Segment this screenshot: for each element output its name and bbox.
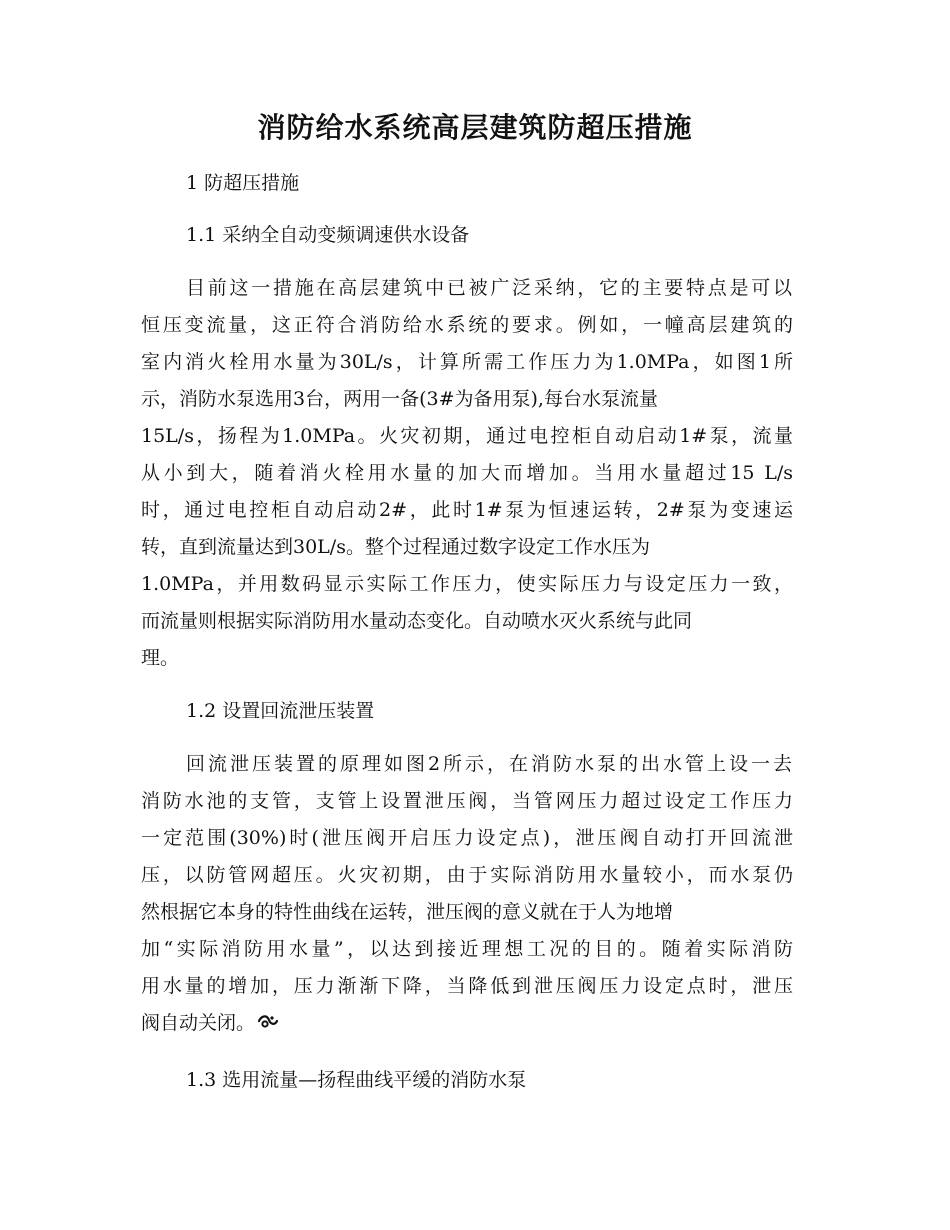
decorative-glyph-icon <box>257 1010 279 1040</box>
section-1-2-heading: 1.2 设置回流泄压装置 <box>186 700 375 722</box>
paragraph-line: 恒压变流量，这正符合消防给水系统的要求。例如，一幢高层建筑的 <box>141 314 793 336</box>
paragraph-line: 从小到大，随着消火栓用水量的加大而增加。当用水量超过15 L/s <box>141 462 793 484</box>
paragraph-line: 目前这一措施在高层建筑中已被广泛采纳，它的主要特点是可以 <box>186 277 792 299</box>
paragraph-line: 消防水池的支管，支管上设置泄压阀，当管网压力超过设定工作压力 <box>141 790 793 812</box>
paragraph-line: 一定范围(30%)时(泄压阀开启压力设定点)，泄压阀自动打开回流泄 <box>141 827 793 849</box>
document-title: 消防给水系统高层建筑防超压措施 <box>257 111 693 144</box>
paragraph-line-with-mark <box>141 1008 793 1040</box>
paragraph-line: 15L/s，扬程为1.0MPa。火灾初期，通过电控柜自动启动1#泵，流量 <box>141 425 793 447</box>
section-1-heading: 1 防超压措施 <box>186 172 300 194</box>
paragraph-line: 用水量的增加，压力渐渐下降，当降低到泄压阀压力设定点时，泄压 <box>141 975 793 997</box>
paragraph-line: 示，消防水泵选用3台，两用一备(3#为备用泵),每台水泵流量 <box>141 388 658 410</box>
section-1-3-heading: 1.3 选用流量—扬程曲线平缓的消防水泵 <box>186 1069 527 1091</box>
paragraph-line: 理。 <box>141 647 180 669</box>
section-1-1-heading: 1.1 采纳全自动变频调速供水设备 <box>186 224 470 246</box>
paragraph-line: 1.0MPa，并用数码显示实际工作压力，使实际压力与设定压力一致， <box>141 573 793 595</box>
paragraph-line: 然根据它本身的特性曲线在运转，泄压阀的意义就在于人为地增 <box>141 901 674 923</box>
paragraph-line-text: 阀自动关闭。 <box>141 1012 256 1034</box>
paragraph-line: 回流泄压装置的原理如图2所示，在消防水泵的出水管上设一去 <box>186 753 792 775</box>
paragraph-line: 加“实际消防用水量”，以达到接近理想工况的目的。随着实际消防 <box>141 938 793 960</box>
paragraph-line: 而流量则根据实际消防用水量动态变化。自动喷水灭火系统与此同 <box>141 610 693 632</box>
paragraph-line: 转，直到流量达到30L/s。整个过程通过数字设定工作水压为 <box>141 536 650 558</box>
paragraph-line: 压，以防管网超压。火灾初期，由于实际消防用水量较小，而水泵仍 <box>141 864 793 886</box>
paragraph-line: 时，通过电控柜自动启动2#，此时1#泵为恒速运转，2#泵为变速运 <box>141 499 793 521</box>
paragraph-line: 室内消火栓用水量为30L/s，计算所需工作压力为1.0MPa，如图1所 <box>141 351 793 373</box>
